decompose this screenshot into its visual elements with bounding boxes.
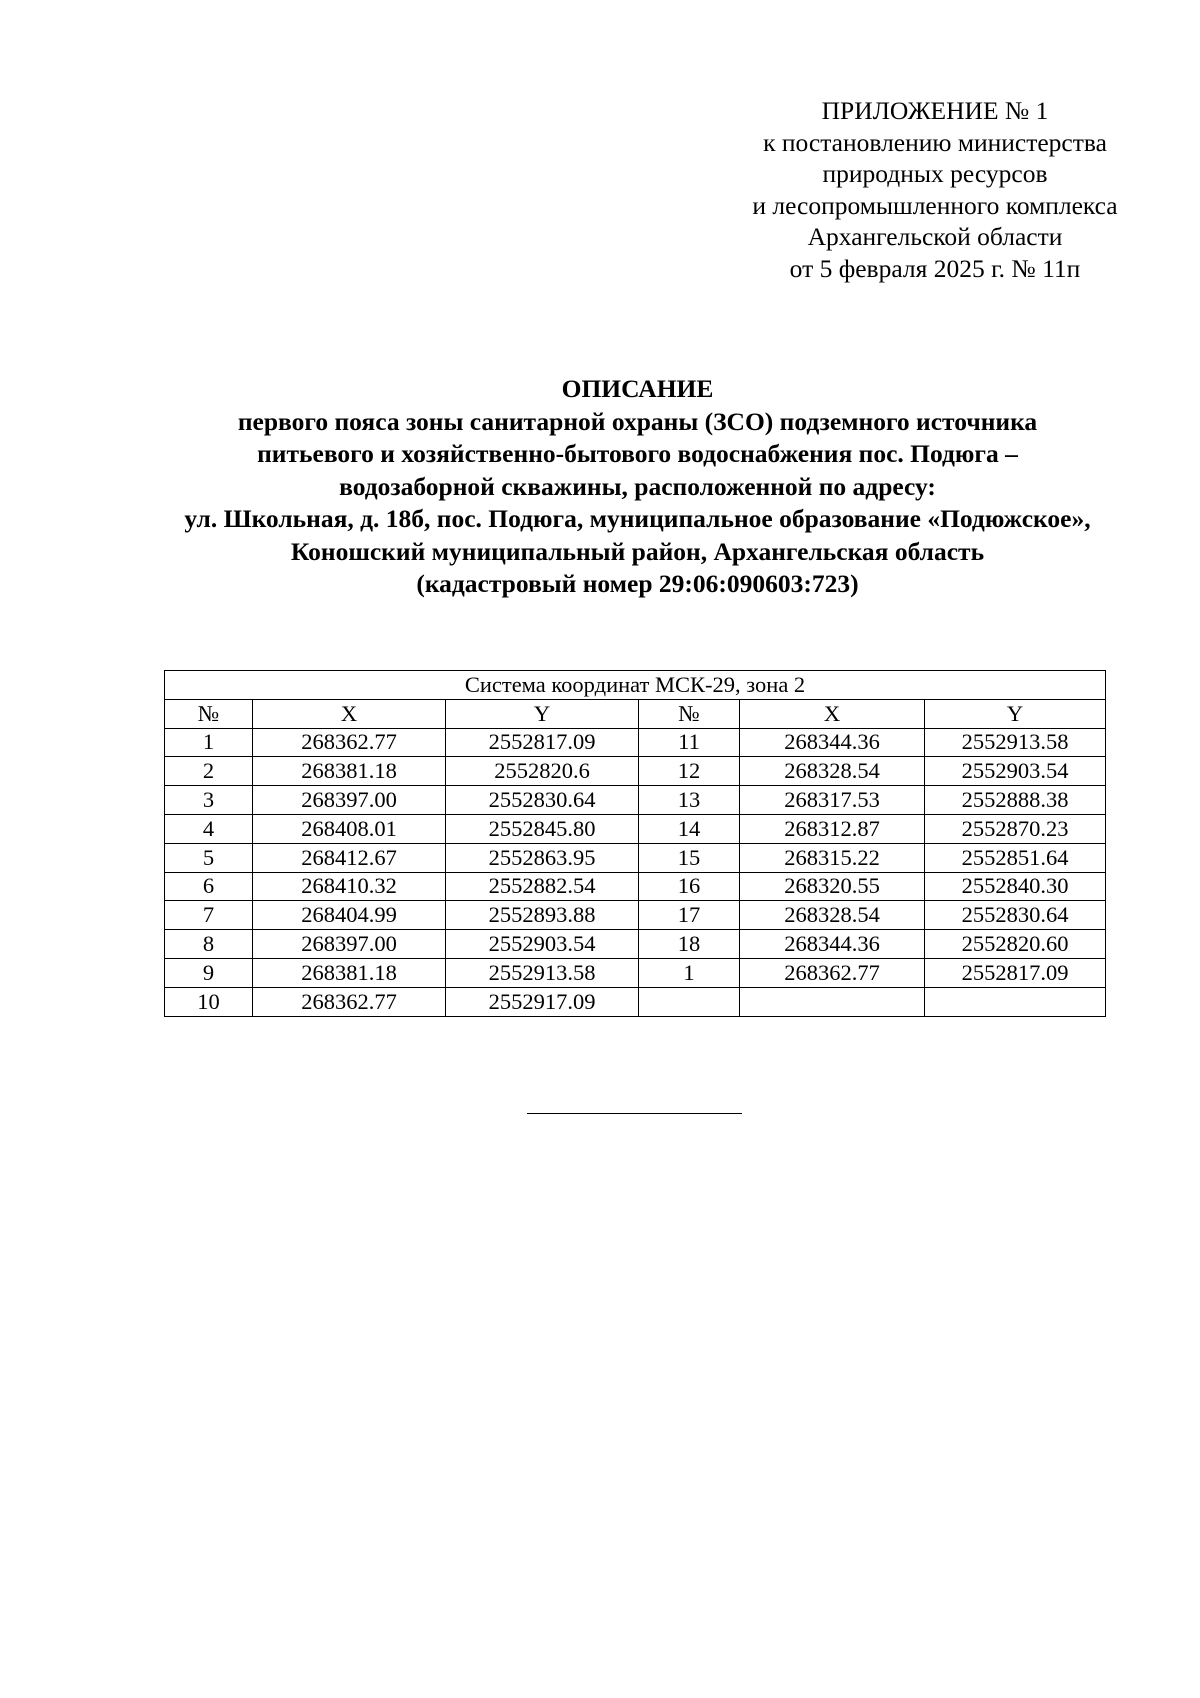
document-title xyxy=(60,373,1200,601)
table-header-row xyxy=(165,699,1106,728)
appendix-line: от 5 февраля 2025 г. № 11п xyxy=(789,253,1081,283)
table-cell: 268381.18 xyxy=(253,958,446,987)
coordinates-table xyxy=(164,670,1106,1017)
table-cell: 3 xyxy=(165,786,253,815)
column-header: № xyxy=(165,699,253,728)
coordinate-system-caption: Система координат МСК-29, зона 2 xyxy=(165,671,1106,700)
table-cell: 8 xyxy=(165,930,253,959)
table-cell: 268362.77 xyxy=(253,728,446,757)
table-cell: 2552893.88 xyxy=(446,901,639,930)
table-row xyxy=(165,958,1106,987)
column-header: X xyxy=(253,699,446,728)
table-cell: 2552903.54 xyxy=(925,757,1106,786)
appendix-line: Архангельской области xyxy=(807,222,1063,251)
table-cell: 17 xyxy=(639,901,740,930)
table-cell: 268320.55 xyxy=(740,872,925,901)
title-line: ул. Школьная, д. 18б, пос. Подюга, муниципальное образование «Подюжское», xyxy=(184,504,1091,533)
table-cell: 2552913.58 xyxy=(446,958,639,987)
table-cell: 2552870.23 xyxy=(925,814,1106,843)
table-cell: 4 xyxy=(165,814,253,843)
table-row xyxy=(165,786,1106,815)
appendix-line: ПРИЛОЖЕНИЕ № 1 xyxy=(821,96,1049,125)
table-cell: 268404.99 xyxy=(253,901,446,930)
appendix-block xyxy=(700,95,1170,284)
title-line: Коношский муниципальный район, Архангельская область xyxy=(290,536,985,566)
column-header: № xyxy=(639,699,740,728)
table-cell: 268408.01 xyxy=(253,814,446,843)
title-heading: ОПИСАНИЕ xyxy=(561,374,714,403)
table-cell: 2552820.6 xyxy=(446,757,639,786)
table-row xyxy=(165,728,1106,757)
table-cell: 2552830.64 xyxy=(925,901,1106,930)
title-line: питьевого и хозяйственно-бытового водоснабжения пос. Подюга – xyxy=(257,439,1018,468)
title-line: водозаборной скважины, расположенной по адресу: xyxy=(339,471,936,501)
table-cell: 268362.77 xyxy=(253,987,446,1016)
table-cell: 2552913.58 xyxy=(925,728,1106,757)
table-cell: 2552851.64 xyxy=(925,843,1106,872)
table-cell: 268362.77 xyxy=(740,958,925,987)
table-cell: 2552882.54 xyxy=(446,872,639,901)
table-cell: 10 xyxy=(165,987,253,1016)
table-cell xyxy=(925,987,1106,1016)
table-cell: 268312.87 xyxy=(740,814,925,843)
table-cell: 15 xyxy=(639,843,740,872)
table-cell: 18 xyxy=(639,930,740,959)
closing-divider xyxy=(527,1113,742,1114)
table-cell: 7 xyxy=(165,901,253,930)
table-body xyxy=(165,728,1106,1016)
table-row xyxy=(165,843,1106,872)
table-cell: 2552863.95 xyxy=(446,843,639,872)
column-header: Y xyxy=(925,699,1106,728)
table-cell: 268328.54 xyxy=(740,757,925,786)
table-cell: 2552888.38 xyxy=(925,786,1106,815)
table-cell: 12 xyxy=(639,757,740,786)
table-row xyxy=(165,757,1106,786)
table-cell: 2552830.64 xyxy=(446,786,639,815)
table-cell: 2552903.54 xyxy=(446,930,639,959)
table-cell: 268344.36 xyxy=(740,930,925,959)
column-header: Y xyxy=(446,699,639,728)
table-row xyxy=(165,814,1106,843)
table-cell: 268328.54 xyxy=(740,901,925,930)
table-cell: 1 xyxy=(165,728,253,757)
table-row xyxy=(165,901,1106,930)
table-cell: 16 xyxy=(639,872,740,901)
table-caption-row xyxy=(165,671,1106,700)
appendix-line: к постановлению министерства xyxy=(763,127,1107,157)
table-cell: 2552817.09 xyxy=(925,958,1106,987)
table-cell: 268397.00 xyxy=(253,786,446,815)
title-line: первого пояса зоны санитарной охраны (ЗСО) подземного источника xyxy=(237,406,1038,436)
table-cell: 14 xyxy=(639,814,740,843)
table-cell: 9 xyxy=(165,958,253,987)
table-cell: 268410.32 xyxy=(253,872,446,901)
table-cell: 268315.22 xyxy=(740,843,925,872)
table-cell: 2552817.09 xyxy=(446,728,639,757)
table-cell: 268344.36 xyxy=(740,728,925,757)
column-header: X xyxy=(740,699,925,728)
table-cell: 268317.53 xyxy=(740,786,925,815)
table-row xyxy=(165,987,1106,1016)
table-cell: 5 xyxy=(165,843,253,872)
table-cell: 268412.67 xyxy=(253,843,446,872)
appendix-line: и лесопромышленного комплекса xyxy=(752,190,1118,220)
table-cell: 13 xyxy=(639,786,740,815)
appendix-line: природных ресурсов xyxy=(822,159,1048,188)
table-cell: 1 xyxy=(639,958,740,987)
table-cell xyxy=(639,987,740,1016)
table-cell: 11 xyxy=(639,728,740,757)
table-cell: 2552820.60 xyxy=(925,930,1106,959)
table-row xyxy=(165,930,1106,959)
table-cell: 2552917.09 xyxy=(446,987,639,1016)
table-cell: 2 xyxy=(165,757,253,786)
title-line: (кадастровый номер 29:06:090603:723) xyxy=(416,569,859,598)
table-cell: 2552840.30 xyxy=(925,872,1106,901)
table-row xyxy=(165,872,1106,901)
table-cell: 268397.00 xyxy=(253,930,446,959)
table-cell: 2552845.80 xyxy=(446,814,639,843)
table-cell xyxy=(740,987,925,1016)
table-cell: 6 xyxy=(165,872,253,901)
table-cell: 268381.18 xyxy=(253,757,446,786)
